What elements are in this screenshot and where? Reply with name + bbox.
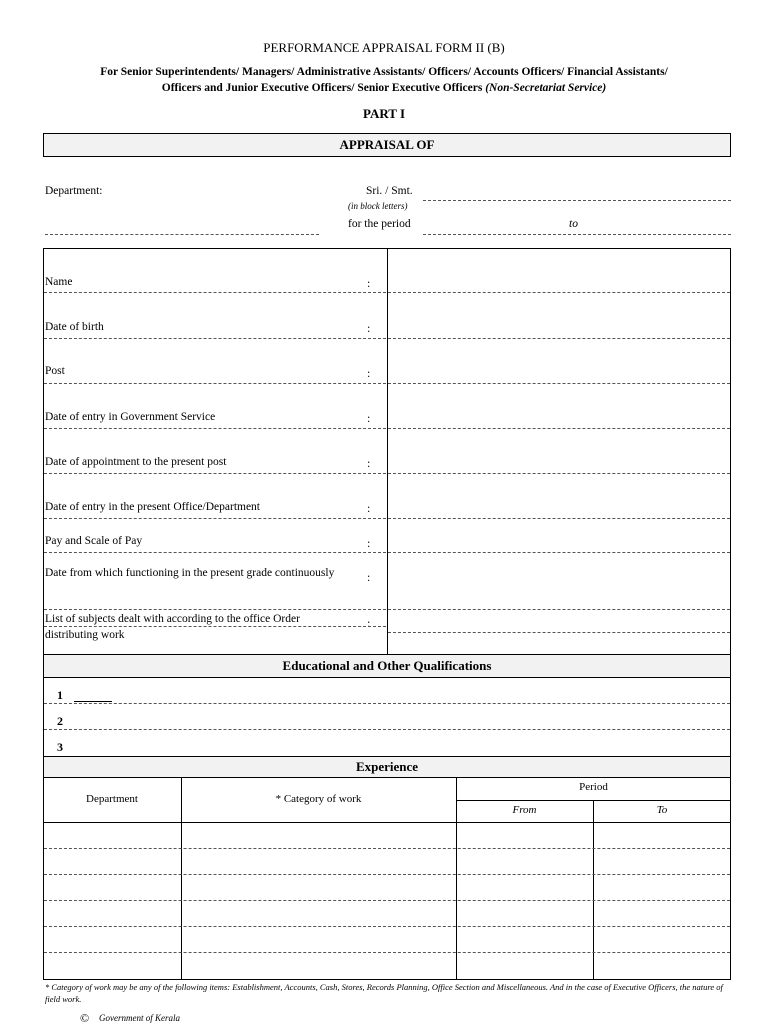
form-title: PERFORMANCE APPRAISAL FORM II (B) xyxy=(263,40,505,55)
qualifications-box xyxy=(43,677,731,757)
dob-label: Date of birth xyxy=(45,321,104,333)
present-post-field[interactable] xyxy=(388,473,730,474)
experience-col-to: To xyxy=(656,804,668,816)
present-post-label: Date of appointment to the present post xyxy=(45,456,227,468)
dob-rule xyxy=(44,338,386,339)
post-label: Post xyxy=(45,365,65,377)
experience-row[interactable] xyxy=(44,952,730,953)
name-field[interactable] xyxy=(388,292,730,293)
details-divider xyxy=(387,249,388,654)
present-post-rule xyxy=(44,473,386,474)
dob-field[interactable] xyxy=(388,338,730,339)
experience-heading: Experience xyxy=(43,756,731,778)
post-field[interactable] xyxy=(388,383,730,384)
experience-col-divider-1 xyxy=(181,777,182,980)
part-heading: PART I xyxy=(362,106,406,121)
copyright-icon: © xyxy=(80,1011,90,1025)
sri-smt-label: Sri. / Smt. xyxy=(366,185,413,197)
experience-row[interactable] xyxy=(44,848,730,849)
form-subtitle-line1: For Senior Superintendents/ Managers/ Administrative Assistants/ Officers/ Accounts Officers/ Financial Assistants/ xyxy=(100,66,668,78)
department-field[interactable] xyxy=(45,222,319,235)
pay-scale-rule xyxy=(44,552,386,553)
period-subheader-rule xyxy=(456,800,731,801)
qualification-number-3: 3 xyxy=(57,740,63,754)
subjects-label: List of subjects dealt with according to the office Order distributing work xyxy=(45,613,300,641)
qualifications-heading: Educational and Other Qualifications xyxy=(43,654,731,678)
pay-scale-colon: : xyxy=(367,536,371,550)
qualification-number-1: 1 xyxy=(57,688,63,702)
grade-date-label: Date from which functioning in the present grade continuously xyxy=(45,567,335,579)
govt-entry-field[interactable] xyxy=(388,428,730,429)
qualification-field-1[interactable] xyxy=(44,703,730,704)
experience-col-department: Department xyxy=(86,793,138,805)
subjects-field[interactable] xyxy=(388,632,730,633)
govt-entry-rule xyxy=(44,428,386,429)
qualification-underline-1 xyxy=(74,701,112,702)
grade-date-rule xyxy=(44,609,386,610)
form-subtitle-italic: (Non-Secretariat Service) xyxy=(485,82,607,94)
grade-date-field[interactable] xyxy=(388,609,730,610)
block-letters-note: (in block letters) xyxy=(348,201,408,211)
form-subtitle-text: Officers and Junior Executive Officers/ Senior Executive Officers xyxy=(161,82,483,94)
copyright-text: Government of Kerala xyxy=(99,1013,180,1023)
govt-entry-colon: : xyxy=(367,411,371,425)
present-office-label: Date of entry in the present Office/Department xyxy=(45,501,261,513)
subjects-colon: : xyxy=(367,616,371,630)
experience-row[interactable] xyxy=(44,900,730,901)
govt-entry-label: Date of entry in Government Service xyxy=(45,411,216,423)
department-label: Department: xyxy=(45,185,103,197)
experience-header-rule xyxy=(43,822,731,823)
dob-colon: : xyxy=(367,321,371,335)
pay-scale-field[interactable] xyxy=(388,552,730,553)
present-office-colon: : xyxy=(367,501,371,515)
footnote: * Category of work may be any of the following items: Establishment, Accounts, Cash, Stores, Records Planning, Office Section and Miscellaneous. And in the case of Executive Officers, the nature of field work. xyxy=(45,982,723,1004)
details-table xyxy=(43,248,731,655)
pay-scale-label: Pay and Scale of Pay xyxy=(45,535,143,547)
form-subtitle-line2 xyxy=(20,82,748,94)
grade-date-colon: : xyxy=(367,570,371,584)
present-office-rule xyxy=(44,518,386,519)
experience-col-period: Period xyxy=(579,781,608,793)
appraisal-of-heading: APPRAISAL OF xyxy=(43,133,731,157)
experience-col-category: * Category of work xyxy=(275,793,362,805)
experience-col-from: From xyxy=(512,804,537,816)
name-colon: : xyxy=(367,276,371,290)
experience-col-divider-3 xyxy=(593,800,594,980)
present-post-colon: : xyxy=(367,456,371,470)
period-label: for the period xyxy=(348,218,411,230)
present-office-field[interactable] xyxy=(388,518,730,519)
qualification-number-2: 2 xyxy=(57,714,63,728)
name-rule xyxy=(44,292,386,293)
qualification-field-2[interactable] xyxy=(44,729,730,730)
name-block-letters-field[interactable] xyxy=(423,188,731,201)
experience-row[interactable] xyxy=(44,874,730,875)
subjects-rule xyxy=(44,626,386,627)
period-to-label: to xyxy=(569,218,578,230)
name-label: Name xyxy=(45,276,73,288)
post-rule xyxy=(44,383,386,384)
experience-row[interactable] xyxy=(44,926,730,927)
post-colon: : xyxy=(367,366,371,380)
